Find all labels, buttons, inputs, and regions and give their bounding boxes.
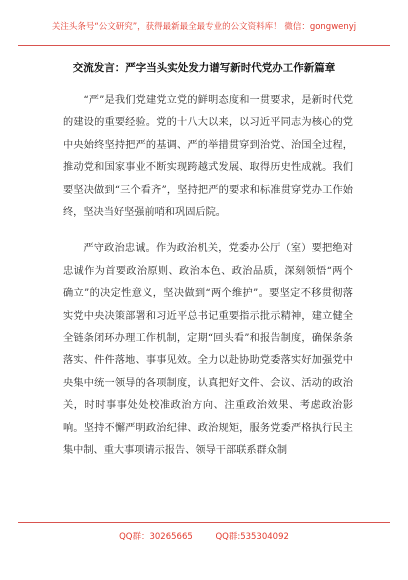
footer-qq-group-1: QQ群：30265665 xyxy=(119,532,193,542)
header-banner: 关注头条号“公文研究”，获得最新最全最专业的公文资料库！ 微信：gongwenyj xyxy=(51,22,357,32)
header-divider xyxy=(18,45,390,46)
paragraph-2: 严守政治忠诚。作为政治机关，党委办公厅（室）要把绝对忠诚作为首要政治原则、政治本色、政治品质，深刻领悟“两个确立”的决定性意义，坚决做到“两个维护”。要坚定不移贯彻落实党中央决策部署和习近平总书记重要指示批示精神，建立健全全链条闭环办理工作机制，定期“回头看”和报告制度，确保条条落实、件件落地、事事见效。全力以赴协助党委落实好加强党中央集中统一领导的各项制度，认真把好文件、会议、活动的政治关，时时事事处处校准政治方向、注重政治效果、考虑政治影响。坚持不懈严明政治纪律、政治规矩，服务党委严格执行民主集中制、重大事项请示报告、领导干部联系群众制 xyxy=(63,243,353,457)
footer-divider xyxy=(18,522,390,523)
footer-qq-group-2: QQ群:535304092 xyxy=(215,532,289,542)
footer xyxy=(0,530,408,542)
paragraph-1: “严”是我们党建党立党的鲜明态度和一贯要求，是新时代党的建设的重要经验。党的十八大以来，以习近平同志为核心的党中央始终坚持把严的基调、严的举措贯穿到治党、治国全过程，推动党和国家事业不断实现跨越式发展、取得历史性成就。我们要坚决做到“三个看齐”，坚持把严的要求和标准贯穿党办工作始终，坚决当好坚强前哨和巩固后院。 xyxy=(63,95,353,219)
document-title: 交流发言：严字当头实处发力谱写新时代党办工作新篇章 xyxy=(72,62,336,74)
document-body xyxy=(63,90,353,463)
